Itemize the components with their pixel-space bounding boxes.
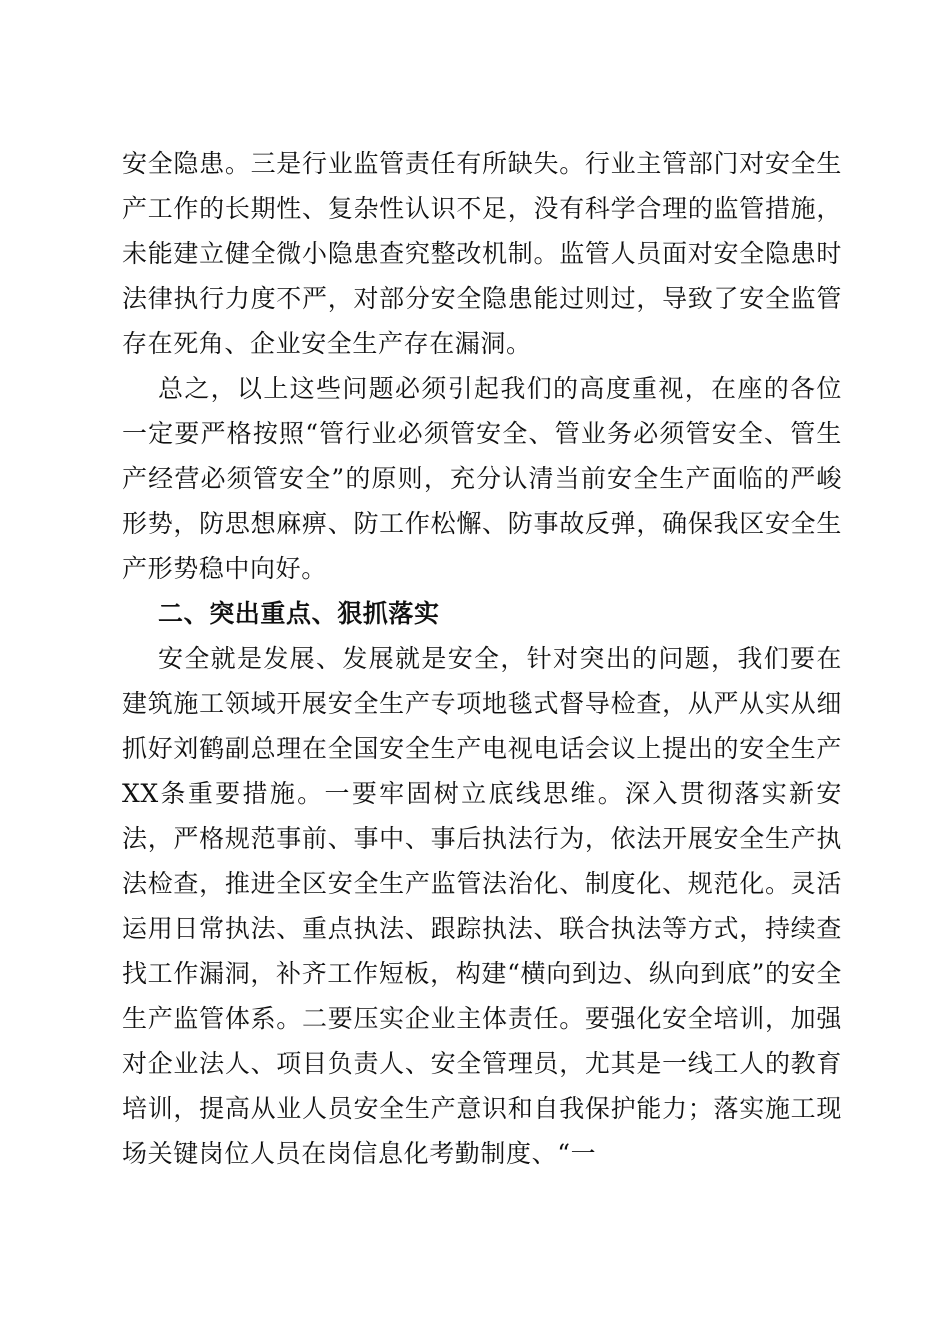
paragraph-safety-hazards: 安全隐患。三是行业监管责任有所缺失。行业主管部门对安全生产工作的长期性、复杂性认识不足，没有科学合理的监管措施，未能建立健全微小隐患查究整改机制。监管人员面对安全隐患时法律执行力度不严，对部分安全隐患能过则过，导致了安全监管存在死角、企业安全生产存在漏洞。: [122, 149, 842, 358]
section-heading-focus: 二、突出重点、狠抓落实: [158, 599, 440, 628]
document-body: [122, 141, 842, 1176]
paragraph-summary: 总之，以上这些问题必须引起我们的高度重视，在座的各位一定要严格按照“管行业必须管安全、管业务必须管安全、管生产经营必须管安全”的原则，充分认清当前安全生产面临的严峻形势，防思想麻痹、防工作松懈、防事故反弹，确保我区安全生产形势稳中向好。: [122, 374, 842, 583]
paragraph-measures: 安全就是发展、发展就是安全，针对突出的问题，我们要在建筑施工领域开展安全生产专项地毯式督导检查，从严从实从细抓好刘鹤副总理在全国安全生产电视电话会议上提出的安全生产XX条重要措施。一要牢固树立底线思维。深入贯彻落实新安法，严格规范事前、事中、事后执法行为，依法开展安全生产执法检查，推进全区安全生产监管法治化、制度化、规范化。灵活运用日常执法、重点执法、跟踪执法、联合执法等方式，持续查找工作漏洞，补齐工作短板，构建“横向到边、纵向到底”的安全生产监管体系。二要压实企业主体责任。要强化安全培训，加强对企业法人、项目负责人、安全管理员，尤其是一线工人的教育培训，提高从业人员安全生产意识和自我保护能力；落实施工现场关键岗位人员在岗信息化考勤制度、“一: [122, 644, 842, 1168]
